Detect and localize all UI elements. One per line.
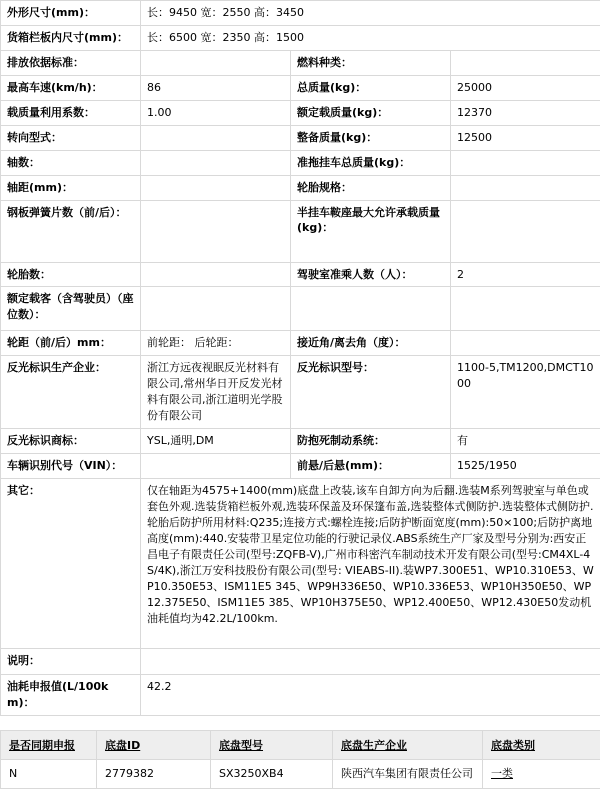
row-label-tyre-spec: 轮胎规格： [291,175,451,200]
table-row [1,331,600,356]
section-divider [0,716,600,730]
row-value-approach-departure-angle [451,331,600,356]
chassis-cell-id: 2779382 [97,759,211,788]
row-label-gross-mass: 总质量(kg)： [291,75,451,100]
row-value-other: 仅在轴距为4575+1400(mm)底盘上改装,该车自卸方向为后翻.选装M系列驾驶室与单色或套色外观.选装货箱栏板外观,选装环保盖及环保篷布盖,选装整体式侧防护.选装整体式侧防护.轮胎后防护所用材料:Q235;连接方式:螺栓连接;后防护断面宽度(mm):50×100;后防护离地高度(mm):440.安装带卫星定位功能的行驶记录仪.ABS系统生产厂家及型号分别为:西安正昌电子有限责任公司(型号:ZQFB-V),广州市科密汽车制动技术开发有限公司(型号:CM4XL-4S/4K),浙江万安科技股份有限公司(型号: VIEABS-II).装WP7.300E51、WP10.310E53、WP10.350E53、ISM11E5 345、WP9H336E50、WP10.336E53、WP10H350E50、WP12.375E50、ISM11E5 385、WP10H375E50、WP12.400E50、WP12.430E50发动机油耗值均为42.2L/100km. [141,479,600,649]
chassis-header-row [1,730,600,759]
row-label-dimensions: 外形尺寸(mm)： [1,1,141,26]
row-label-fuel-consumption: 油耗申报值(L/100km)： [1,675,141,716]
row-value-load-coefficient: 1.00 [141,100,291,125]
row-label-fuel-type: 燃料种类： [291,50,451,75]
table-row [1,1,600,26]
table-row [1,356,600,429]
row-label-tyre-count: 轮胎数： [1,262,141,287]
table-row [1,262,600,287]
row-label-track: 轮距（前/后）mm： [1,331,141,356]
row-label-rated-passengers: 额定载客（含驾驶员）（座位数）： [1,287,141,331]
table-row [1,649,600,675]
row-value-emission-standard [141,50,291,75]
chassis-cell-category: 一类 [483,759,600,788]
row-value-trailer-gross-mass [451,150,600,175]
chassis-row [1,759,600,788]
chassis-col-category: 底盘类别 [483,730,600,759]
chassis-cell-same-period: N [1,759,97,788]
row-label-approach-departure-angle: 接近角/离去角（度）： [291,331,451,356]
row-label-vin: 车辆识别代号（VIN）： [1,454,141,479]
row-value-cab-seats: 2 [451,262,600,287]
row-value-track: 前轮距： 后轮距： [141,331,291,356]
row-value-reflective-model: 1100-5,TM1200,DMCT1000 [451,356,600,429]
row-label-abs: 防抱死制动系统： [291,429,451,454]
chassis-col-id: 底盘ID [97,730,211,759]
table-row [1,675,600,716]
chassis-table [0,730,600,789]
table-row [1,125,600,150]
row-value-wheelbase [141,175,291,200]
table-row [1,200,600,262]
row-value-gross-mass: 25000 [451,75,600,100]
row-label-emission-standard: 排放依据标准： [1,50,141,75]
row-label-steering-type: 转向型式： [1,125,141,150]
row-value-rated-load: 12370 [451,100,600,125]
row-label-saddle-mass: 半挂车鞍座最大允许承载质量(kg)： [291,200,451,262]
row-value-fuel-type [451,50,600,75]
row-value-fuel-consumption: 42.2 [141,675,600,716]
row-label-leaf-spring: 钢板弹簧片数（前/后）： [1,200,141,262]
row-value-axle-count [141,150,291,175]
row-value-max-speed: 86 [141,75,291,100]
row-label-trailer-gross-mass: 准拖挂车总质量(kg)： [291,150,451,175]
row-value-cargo-box: 长：6500 宽：2350 高：1500 [141,25,600,50]
row-label-reflective-maker: 反光标识生产企业： [1,356,141,429]
row-value-reflective-maker: 浙江方远夜视眠反光材料有限公司,常州华日开反发光材料有限公司,浙江道明光学股份有限公司 [141,356,291,429]
row-value-abs: 有 [451,429,600,454]
row-label-rated-load: 额定载质量(kg)： [291,100,451,125]
row-label-reflective-brand: 反光标识商标： [1,429,141,454]
row-label-reflective-model: 反光标识型号： [291,356,451,429]
chassis-col-model: 底盘型号 [211,730,333,759]
table-row [1,287,600,331]
row-label-max-speed: 最高车速(km/h)： [1,75,141,100]
row-label-axle-count: 轴数： [1,150,141,175]
row-label-curb-mass: 整备质量(kg)： [291,125,451,150]
row-value-leaf-spring [141,200,291,262]
row-value-overhang: 1525/1950 [451,454,600,479]
row-label-note: 说明： [1,649,141,675]
row-label-overhang: 前悬/后悬(mm)： [291,454,451,479]
table-row-other [1,479,600,649]
row-value-reflective-brand: YSL,通明,DM [141,429,291,454]
row-value-curb-mass: 12500 [451,125,600,150]
row-value-tyre-count [141,262,291,287]
row-value-note [141,649,600,675]
row-label-load-coefficient: 载质量利用系数： [1,100,141,125]
table-row [1,75,600,100]
row-label-wheelbase: 轴距(mm)： [1,175,141,200]
chassis-cell-model: SX3250XB4 [211,759,333,788]
table-row [1,25,600,50]
row-value-steering-type [141,125,291,150]
table-row [1,150,600,175]
row-value-empty-a [451,287,600,331]
chassis-cell-maker: 陕西汽车集团有限责任公司 [333,759,483,788]
table-row [1,175,600,200]
row-label-empty-a [291,287,451,331]
chassis-col-same-period: 是否同期申报 [1,730,97,759]
table-row [1,50,600,75]
row-value-saddle-mass [451,200,600,262]
table-row [1,454,600,479]
row-label-cargo-box: 货箱栏板内尺寸(mm)： [1,25,141,50]
row-value-dimensions: 长：9450 宽：2550 高：3450 [141,1,600,26]
row-value-tyre-spec [451,175,600,200]
row-label-cab-seats: 驾驶室准乘人数（人）： [291,262,451,287]
row-label-other: 其它： [1,479,141,649]
table-row [1,429,600,454]
row-value-vin [141,454,291,479]
table-row [1,100,600,125]
row-value-rated-passengers [141,287,291,331]
chassis-col-maker: 底盘生产企业 [333,730,483,759]
